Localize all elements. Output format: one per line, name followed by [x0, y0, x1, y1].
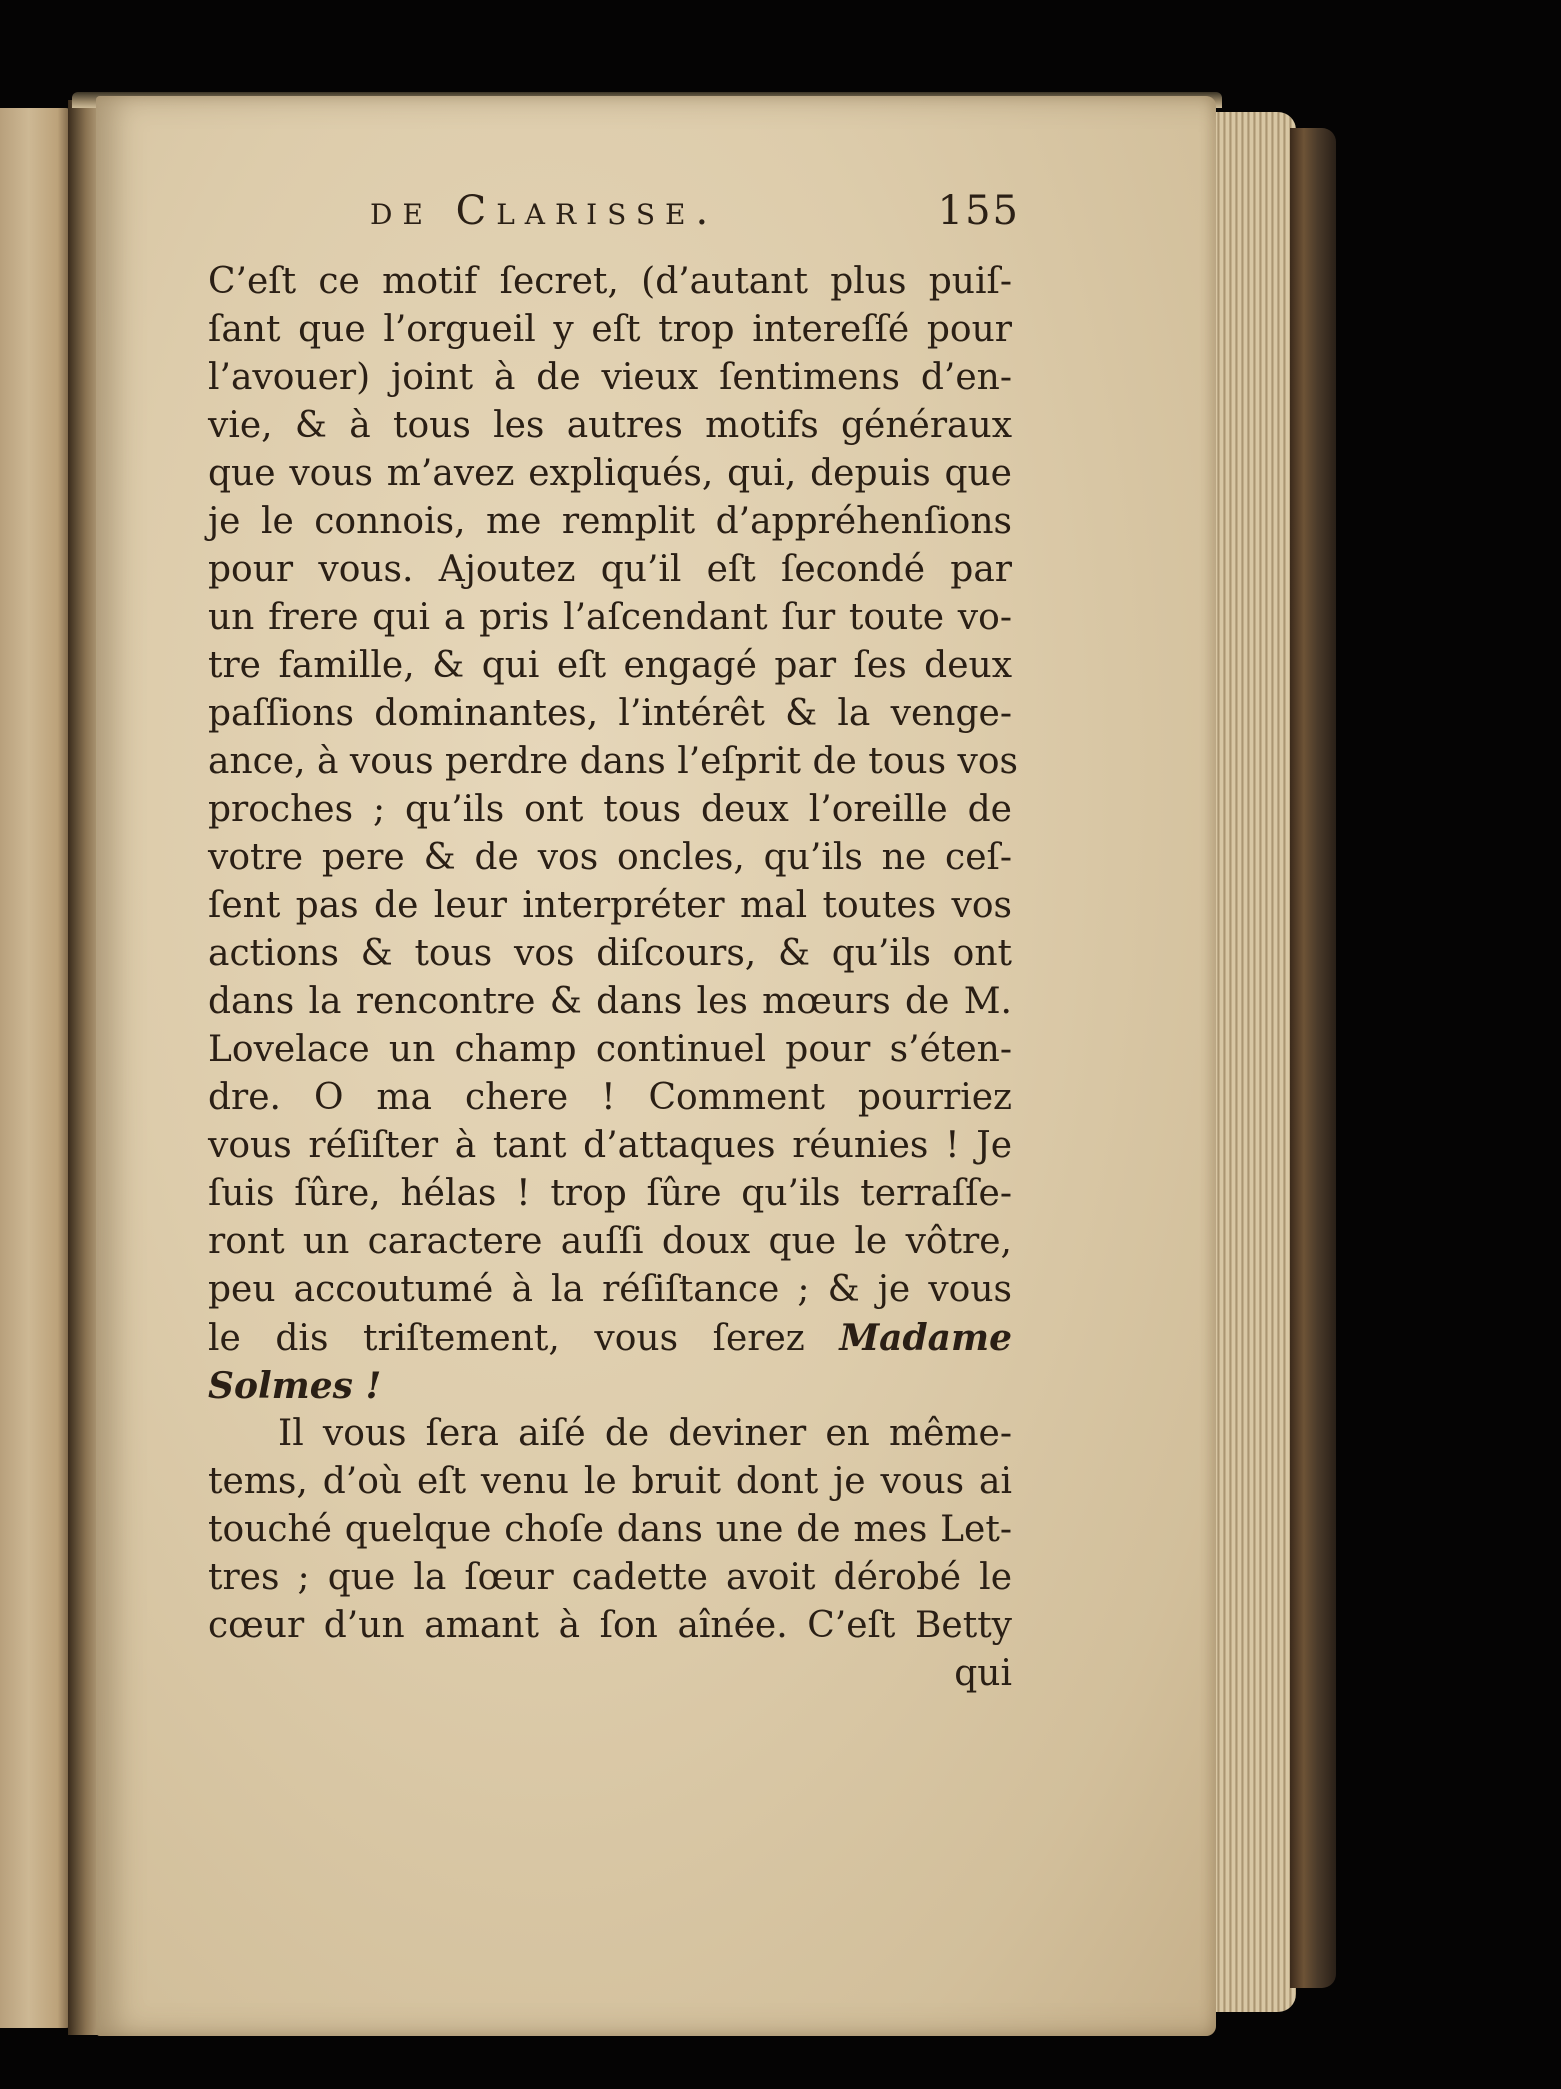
- text-line: paſſions dominantes, l’intérêt & la venge-: [208, 693, 1012, 734]
- book-cover-edge: [1290, 128, 1336, 1988]
- text-line: ance, à vous perdre dans l’eſprit de tous vos: [208, 741, 1018, 782]
- body-text: [208, 258, 1018, 1698]
- text-line: l’avouer) joint à de vieux ſentimens d’en-: [208, 357, 1012, 398]
- catchword: qui: [954, 1653, 1012, 1694]
- text-line: que vous m’avez expliqués, qui, depuis que: [208, 453, 1012, 494]
- text-line: tre famille, & qui eſt engagé par ſes deux: [208, 645, 1012, 686]
- text-line: ſent pas de leur interpréter mal toutes vos: [208, 885, 1012, 926]
- text-line: cœur d’un amant à ſon aînée. C’eſt Betty: [208, 1605, 1012, 1646]
- text-line-roman: le dis triſtement, vous ſerez: [208, 1318, 805, 1359]
- text-line: dre. O ma chere ! Comment pourriez: [208, 1077, 1012, 1118]
- text-line: pour vous. Ajoutez qu’il eſt ſecondé par: [208, 549, 1012, 590]
- text-line: Lovelace un champ continuel pour s’éten-: [208, 1029, 1012, 1070]
- italic-name: Solmes !: [208, 1365, 382, 1407]
- text-line: tres ; que la ſœur cadette avoit dérobé le: [208, 1557, 1012, 1598]
- text-line: je le connois, me remplit d’appréhenſions: [208, 501, 1012, 542]
- running-head: de Clarisse.: [370, 188, 719, 234]
- text-line: tems, d’où eſt venu le bruit dont je vous ai: [208, 1461, 1012, 1502]
- text-line: proches ; qu’ils ont tous deux l’oreille de: [208, 789, 1012, 830]
- text-line: vous réſiſter à tant d’attaques réunies ! Je: [208, 1125, 1012, 1166]
- text-line: touché quelque choſe dans une de mes Let-: [208, 1509, 1012, 1550]
- text-line: ſuis ſûre, hélas ! trop ſûre qu’ils terraſſe-: [208, 1173, 1012, 1214]
- text-line: peu accoutumé à la réſiſtance ; & je vous: [208, 1269, 1012, 1310]
- text-line: un frere qui a pris l’aſcendant ſur toute vo-: [208, 597, 1012, 638]
- page-header: [370, 188, 1020, 248]
- text-line: Il vous ſera aiſé de deviner en même-: [278, 1413, 1012, 1454]
- text-line: votre pere & de vos oncles, qu’ils ne ceſ-: [208, 837, 1012, 878]
- previous-page-edge: [0, 108, 72, 2028]
- text-line: [208, 1314, 1012, 1362]
- text-line-italic: [208, 1362, 1012, 1410]
- italic-name: Madame: [839, 1317, 1012, 1359]
- text-line: vie, & à tous les autres motifs généraux: [208, 405, 1012, 446]
- text-line: actions & tous vos diſcours, & qu’ils ont: [208, 933, 1012, 974]
- page-number: 155: [937, 188, 1020, 234]
- text-line: ſant que l’orgueil y eſt trop intereſſé pour: [208, 309, 1012, 350]
- text-line: dans la rencontre & dans les mœurs de M.: [208, 981, 1012, 1022]
- text-line: C’eſt ce motif ſecret, (d’autant plus puiſ-: [208, 261, 1012, 302]
- text-line: ront un caractere auſſi doux que le vôtre,: [208, 1221, 1012, 1262]
